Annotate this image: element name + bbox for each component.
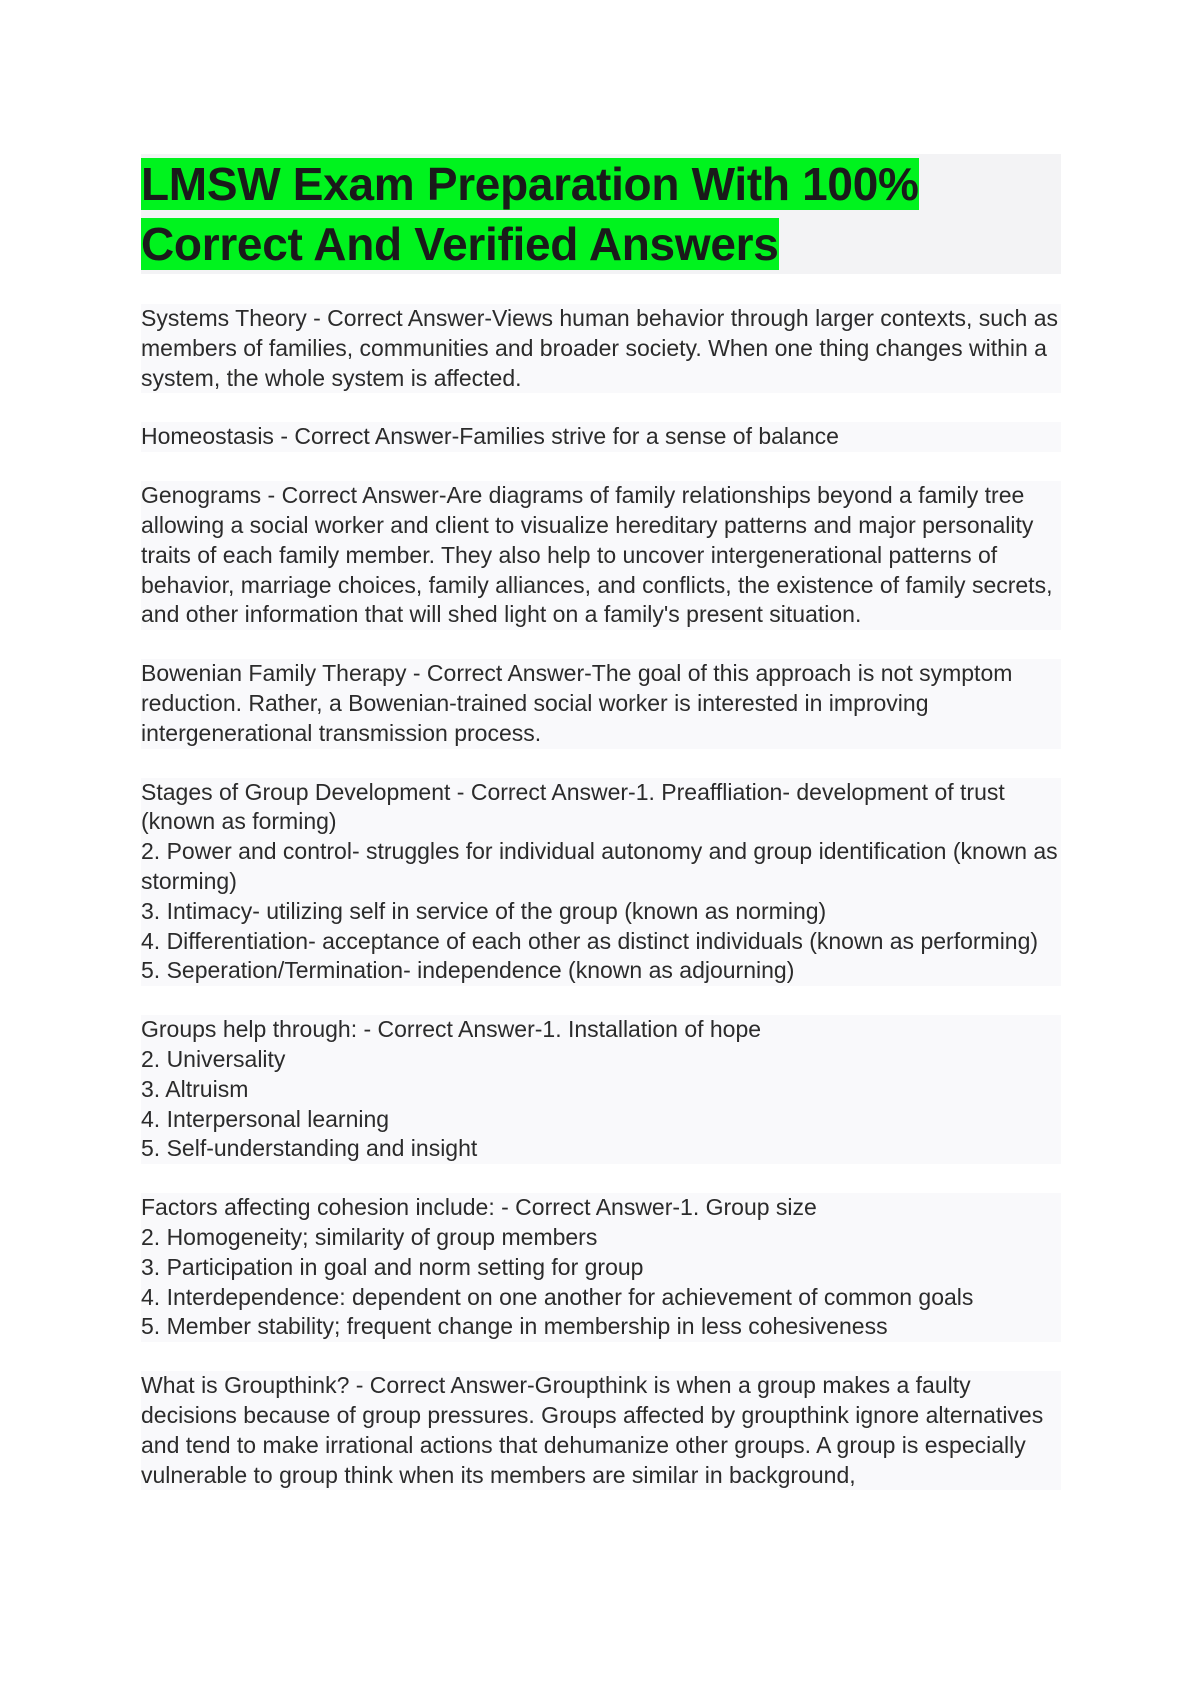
entry-text: Homeostasis - Correct Answer-Families strive for a sense of balance xyxy=(141,423,839,450)
entry-list-item: 2. Universality xyxy=(141,1045,286,1072)
entry-list-item: 5. Self-understanding and insight xyxy=(141,1135,478,1162)
entry-list-item: 4. Differentiation- acceptance of each other as distinct individuals (known as performing) xyxy=(141,927,1039,954)
entry-list-item: 2. Power and control- struggles for individual autonomy and group identification (known as storming) xyxy=(141,838,1058,894)
qa-entry xyxy=(141,1371,1061,1490)
entry-list-item: 4. Interpersonal learning xyxy=(141,1105,390,1132)
qa-entry xyxy=(141,1015,1061,1164)
entry-list xyxy=(141,304,1061,1490)
qa-entry xyxy=(141,304,1061,393)
entry-text: What is Groupthink? - Correct Answer-Groupthink is when a group makes a faulty decisions because of group pressures. Groups affected by groupthink ignore alternatives and tend to make irrational actions that dehumanize other groups. A group is especially vulnerable to group think when its members are similar in background, xyxy=(141,1372,1044,1488)
qa-entry xyxy=(141,659,1061,748)
qa-entry xyxy=(141,778,1061,987)
entry-text: Bowenian Family Therapy - Correct Answer-The goal of this approach is not symptom reduction. Rather, a Bowenian-trained social worker is interested in improving intergenerational transmission process. xyxy=(141,660,1013,746)
entry-list-item: 2. Homogeneity; similarity of group members xyxy=(141,1223,598,1250)
title-block xyxy=(141,154,1061,274)
entry-list-item: 3. Altruism xyxy=(141,1075,249,1102)
entry-list-item: 4. Interdependence: dependent on one another for achievement of common goals xyxy=(141,1283,974,1310)
entry-text: Systems Theory - Correct Answer-Views human behavior through larger contexts, such as members of families, communities and broader society. When one thing changes within a system, the whole system is affected. xyxy=(141,305,1059,391)
qa-entry xyxy=(141,1193,1061,1342)
qa-entry xyxy=(141,422,1061,452)
entry-list-item: 5. Seperation/Termination- independence (known as adjourning) xyxy=(141,957,795,984)
qa-entry xyxy=(141,481,1061,630)
entry-text: Groups help through: - Correct Answer-1. Installation of hope xyxy=(141,1016,762,1043)
title-line-2: Correct And Verified Answers xyxy=(141,218,779,270)
entry-text: Genograms - Correct Answer-Are diagrams of family relationships beyond a family tree allowing a social worker and client to visualize hereditary patterns and major personality traits of each family member. They also help to uncover intergenerational patterns of behavior, marriage choices, family alliances, and conflicts, the existence of family secrets, and other information that will shed light on a family's present situation. xyxy=(141,482,1053,628)
entry-text: Factors affecting cohesion include: - Correct Answer-1. Group size xyxy=(141,1194,817,1221)
document-page xyxy=(141,154,1061,1519)
title-line-1: LMSW Exam Preparation With 100% xyxy=(141,158,919,210)
entry-text: Stages of Group Development - Correct Answer-1. Preaffliation- development of trust (known as forming) xyxy=(141,778,1005,835)
entry-list-item: 3. Participation in goal and norm setting for group xyxy=(141,1253,644,1280)
entry-list-item: 3. Intimacy- utilizing self in service of the group (known as norming) xyxy=(141,897,827,924)
document-title xyxy=(141,154,1061,274)
entry-list-item: 5. Member stability; frequent change in membership in less cohesiveness xyxy=(141,1313,888,1340)
